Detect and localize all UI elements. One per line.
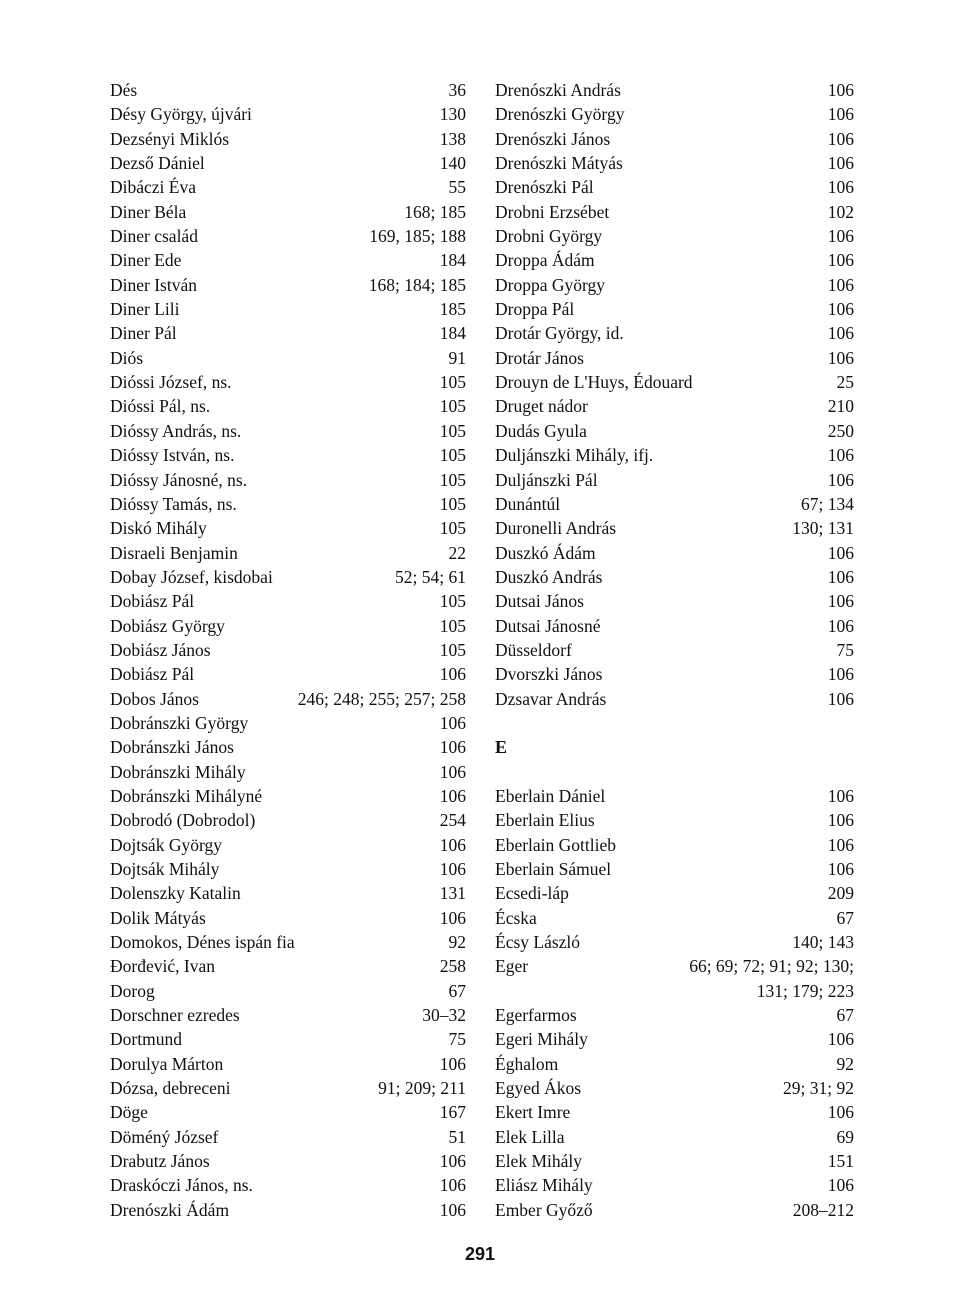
entry-name: Dobránszki János [110, 737, 234, 758]
entry-name: Dezső Dániel [110, 153, 205, 174]
entry-pages: 106 [827, 1102, 854, 1123]
entry-pages: 140 [439, 153, 466, 174]
index-entry [495, 175, 854, 199]
entry-name: Duljánszki Pál [495, 469, 598, 490]
entry-name: Dolik Mátyás [110, 907, 206, 928]
entry-name: Drotár János [495, 347, 584, 368]
entry-pages: 258 [439, 956, 466, 977]
index-entry [110, 711, 466, 735]
section-letter: E [495, 737, 508, 758]
entry-name: Désy György, újvári [110, 104, 252, 125]
index-entry [495, 346, 854, 370]
index-entry [110, 297, 466, 321]
entry-pages: 131 [439, 883, 466, 904]
index-entry [495, 102, 854, 126]
entry-pages: 105 [439, 518, 466, 539]
entry-name: Écska [495, 907, 537, 928]
entry-name: Dojtsák Mihály [110, 859, 220, 879]
entry-pages: 106 [439, 834, 466, 855]
entry-name: Dzsavar András [495, 688, 607, 709]
index-entry [495, 906, 854, 930]
entry-pages: 105 [439, 420, 466, 441]
entry-name: Duszkó Ádám [495, 542, 596, 563]
index-entry [110, 1125, 466, 1149]
entry-pages: 106 [827, 445, 854, 466]
index-entry [110, 273, 466, 297]
entry-name: Drenószki Pál [495, 177, 594, 198]
spacer [495, 711, 854, 735]
entry-name: Dióssy Jánosné, ns. [110, 469, 248, 490]
index-entry [110, 906, 466, 930]
entry-name: Ecsedi-láp [495, 883, 569, 904]
entry-name: Drenószki Mátyás [495, 153, 623, 174]
entry-pages: 106 [827, 177, 854, 198]
index-entry [495, 784, 854, 808]
entry-name: Dés [110, 80, 138, 100]
index-entry [495, 1198, 854, 1222]
index-entry [495, 662, 854, 686]
entry-name: Elek Mihály [495, 1151, 582, 1172]
entry-pages: 52; 54; 61 [395, 566, 466, 587]
entry-name: Duronelli András [495, 518, 617, 539]
entry-name: Dutsai Jánosné [495, 615, 601, 636]
index-column-left [110, 78, 466, 1222]
index-entry [495, 1100, 854, 1124]
entry-pages: 138 [439, 128, 466, 149]
entry-pages: 69 [836, 1126, 854, 1147]
entry-pages: 105 [439, 469, 466, 490]
entry-pages: 106 [827, 591, 854, 612]
entry-pages: 106 [439, 1175, 466, 1196]
index-entry [495, 565, 854, 589]
entry-name: Diner Lili [110, 299, 180, 320]
entry-name: Dióssi József, ns. [110, 372, 232, 393]
index-entry [495, 614, 854, 638]
entry-name: Dorschner ezredes [110, 1005, 240, 1026]
entry-name: Druget nádor [495, 396, 588, 417]
entry-name: Dobos János [110, 688, 199, 709]
entry-pages: 106 [439, 907, 466, 928]
index-entry [110, 808, 466, 832]
index-entry [495, 394, 854, 418]
entry-name: Egerfarmos [495, 1005, 577, 1026]
entry-name: Drabutz János [110, 1151, 210, 1172]
index-entry [110, 1052, 466, 1076]
entry-name: Diner Béla [110, 201, 187, 222]
index-entry [110, 614, 466, 638]
entry-pages: 105 [439, 372, 466, 393]
entry-pages: 29; 31; 92 [783, 1078, 854, 1099]
index-entry [495, 1052, 854, 1076]
index-entry [110, 979, 466, 1003]
entry-name: Dezsényi Miklós [110, 128, 230, 149]
entry-name: Drobni Erzsébet [495, 201, 610, 222]
entry-name: Dorulya Márton [110, 1053, 224, 1074]
entry-name: Đorđević, Ivan [110, 956, 215, 977]
entry-pages: 66; 69; 72; 91; 92; 130; [689, 956, 854, 977]
entry-pages: 185 [439, 299, 466, 320]
entry-name: Drenószki Ádám [110, 1199, 230, 1220]
index-entry [495, 541, 854, 565]
entry-name: Diner család [110, 226, 198, 247]
index-entry [110, 954, 466, 978]
entry-pages: 106 [827, 664, 854, 685]
index-entry [110, 662, 466, 686]
index-entry [110, 760, 466, 784]
index-entry [495, 468, 854, 492]
entry-name: Dobiász János [110, 639, 211, 660]
entry-name: Dobránszki Mihály [110, 761, 246, 782]
index-entry [110, 321, 466, 345]
entry-name: Drotár György, id. [495, 323, 624, 344]
entry-pages: 106 [827, 1175, 854, 1196]
entry-name: Egeri Mihály [495, 1029, 588, 1050]
index-entry [495, 833, 854, 857]
entry-name: Dunántúl [495, 493, 561, 514]
entry-pages: 106 [439, 1199, 466, 1220]
index-entry [110, 468, 466, 492]
entry-name: Duljánszki Mihály, ifj. [495, 445, 654, 466]
entry-pages: 106 [439, 737, 466, 758]
entry-pages: 130; 131 [792, 518, 854, 539]
entry-name: Drenószki János [495, 128, 611, 149]
entry-pages: 105 [439, 591, 466, 612]
index-entry [110, 1149, 466, 1173]
entry-pages: 106 [827, 566, 854, 587]
entry-pages: 106 [827, 859, 854, 879]
entry-name: Diós [110, 347, 144, 368]
entry-pages: 184 [439, 250, 466, 271]
index-entry [495, 492, 854, 516]
index-entry [495, 273, 854, 297]
entry-name: Droppa György [495, 274, 606, 295]
index-entry [495, 127, 854, 151]
entry-pages: 106 [827, 542, 854, 563]
entry-pages: 51 [448, 1126, 466, 1147]
entry-pages: 184 [439, 323, 466, 344]
index-entry [110, 1100, 466, 1124]
index-entry [495, 370, 854, 394]
entry-name: Düsseldorf [495, 639, 572, 660]
index-entry [110, 857, 466, 881]
entry-name: Dojtsák György [110, 834, 222, 855]
index-entry [110, 370, 466, 394]
entry-name: Dvorszki János [495, 664, 603, 685]
entry-pages: 105 [439, 615, 466, 636]
index-entry [495, 687, 854, 711]
entry-pages: 75 [448, 1029, 466, 1050]
entry-name: Drenószki György [495, 104, 625, 125]
entry-name: Écsy László [495, 932, 581, 953]
entry-name: Dobránszki György [110, 712, 249, 733]
index-entry [495, 1173, 854, 1197]
entry-pages: 106 [827, 104, 854, 125]
entry-name: Duszkó András [495, 566, 603, 587]
index-entry [495, 589, 854, 613]
index-entry [110, 1076, 466, 1100]
entry-name: Döméný József [110, 1126, 219, 1147]
entry-pages: 102 [827, 201, 854, 222]
index-entry [110, 175, 466, 199]
entry-pages: 22 [448, 542, 466, 563]
entry-pages: 167 [439, 1102, 466, 1123]
index-entry [495, 857, 854, 881]
index-entry [495, 808, 854, 832]
entry-name: Dióssy Tamás, ns. [110, 493, 237, 514]
entry-pages: 92 [448, 932, 466, 953]
index-entry [495, 930, 854, 954]
index-entry [495, 443, 854, 467]
entry-pages: 105 [439, 396, 466, 417]
entry-name: Dobiász Pál [110, 591, 195, 612]
entry-name: Dózsa, debreceni [110, 1078, 231, 1099]
index-entry [110, 248, 466, 272]
entry-pages: 106 [439, 859, 466, 879]
index-entry [110, 1173, 466, 1197]
index-entry [110, 419, 466, 443]
index-entry [110, 443, 466, 467]
index-entry [110, 833, 466, 857]
entry-pages: 106 [827, 347, 854, 368]
index-entry-continuation [495, 979, 854, 1003]
index-entry [110, 346, 466, 370]
entry-pages: 106 [827, 810, 854, 831]
index-entry [110, 1003, 466, 1027]
index-entry [495, 1149, 854, 1173]
entry-name: Diner Pál [110, 323, 177, 344]
entry-pages: 91 [448, 347, 466, 368]
index-entry [495, 1125, 854, 1149]
entry-name: Diskó Mihály [110, 518, 207, 539]
entry-pages: 250 [827, 420, 854, 441]
entry-name: Diner István [110, 274, 197, 295]
index-entry [110, 541, 466, 565]
entry-pages: 106 [827, 299, 854, 320]
entry-name: Eberlain Gottlieb [495, 834, 617, 855]
entry-pages: 254 [439, 810, 466, 831]
index-entry [495, 419, 854, 443]
entry-name: Eberlain Sámuel [495, 859, 612, 879]
entry-name: Ember Győző [495, 1199, 593, 1220]
entry-name: Drouyn de L'Huys, Édouard [495, 372, 693, 393]
entry-name: Dutsai János [495, 591, 584, 612]
entry-pages: 105 [439, 639, 466, 660]
index-entry [495, 78, 854, 102]
page-number: 291 [464, 1244, 496, 1264]
entry-pages: 106 [827, 785, 854, 806]
index-entry [495, 638, 854, 662]
index-entry [110, 881, 466, 905]
index-entry [110, 638, 466, 662]
entry-pages: 106 [827, 615, 854, 636]
index-entry [110, 565, 466, 589]
entry-pages: 106 [827, 274, 854, 295]
entry-pages: 92 [836, 1053, 854, 1074]
index-entry [495, 1027, 854, 1051]
entry-name: Dobránszki Mihályné [110, 785, 263, 806]
index-entry [110, 492, 466, 516]
entry-pages: 210 [827, 396, 854, 417]
entry-pages: 106 [827, 323, 854, 344]
entry-name: Dortmund [110, 1029, 182, 1050]
entry-name: Dióssy István, ns. [110, 445, 235, 466]
entry-pages: 106 [439, 761, 466, 782]
entry-name: Dolenszky Katalin [110, 883, 241, 904]
entry-pages: 168; 184; 185 [368, 274, 466, 295]
entry-name: Éghalom [495, 1053, 559, 1074]
index-entry [495, 516, 854, 540]
entry-pages: 106 [827, 834, 854, 855]
entry-pages: 106 [439, 712, 466, 733]
index-entry [110, 127, 466, 151]
index-entry [495, 1003, 854, 1027]
index-entry [495, 881, 854, 905]
entry-name: Draskóczi János, ns. [110, 1175, 253, 1196]
entry-pages: 25 [836, 372, 854, 393]
entry-name: Döge [110, 1102, 148, 1123]
entry-pages: 208–212 [792, 1199, 854, 1220]
entry-name: Egyed Ákos [495, 1078, 582, 1099]
entry-pages: 67 [448, 980, 466, 1001]
entry-name: Eger [495, 956, 529, 977]
entry-pages: 36 [448, 80, 466, 100]
index-column-right [495, 78, 854, 1222]
index-entry [495, 200, 854, 224]
index-entry [495, 248, 854, 272]
entry-name: Droppa Ádám [495, 250, 595, 271]
index-entry [110, 102, 466, 126]
entry-name: Domokos, Dénes ispán fia [110, 932, 295, 953]
index-entry [110, 224, 466, 248]
entry-name: Elek Lilla [495, 1126, 565, 1147]
entry-pages: 106 [827, 80, 854, 100]
entry-name: Dobiász György [110, 615, 225, 636]
index-entry [110, 200, 466, 224]
index-entry [110, 589, 466, 613]
index-entry [110, 394, 466, 418]
entry-pages: 106 [439, 1053, 466, 1074]
index-entry [110, 735, 466, 759]
entry-name: Dióssi Pál, ns. [110, 396, 211, 417]
entry-pages: 106 [439, 664, 466, 685]
entry-name: Dobiász Pál [110, 664, 195, 685]
entry-pages: 67; 134 [801, 493, 854, 514]
index-entry [110, 687, 466, 711]
index-entry [495, 297, 854, 321]
entry-pages: 106 [827, 153, 854, 174]
section-heading [495, 735, 854, 759]
entry-pages: 246; 248; 255; 257; 258 [297, 688, 466, 709]
entry-pages: 75 [836, 639, 854, 660]
index-entry [110, 516, 466, 540]
entry-name: Dibáczi Éva [110, 177, 196, 198]
entry-name: Diner Ede [110, 250, 182, 271]
entry-pages: 106 [827, 688, 854, 709]
index-entry [495, 1076, 854, 1100]
index-entry [110, 784, 466, 808]
entry-pages: 169, 185; 188 [369, 226, 466, 247]
entry-pages: 55 [448, 177, 466, 198]
entry-pages: 106 [827, 226, 854, 247]
entry-name: Dorog [110, 980, 155, 1001]
entry-pages: 105 [439, 493, 466, 514]
entry-pages: 30–32 [422, 1005, 466, 1026]
entry-name: Dióssy András, ns. [110, 420, 242, 441]
entry-pages: 209 [827, 883, 854, 904]
entry-pages: 106 [827, 469, 854, 490]
entry-pages: 106 [439, 785, 466, 806]
entry-pages: 106 [827, 250, 854, 271]
entry-pages: 105 [439, 445, 466, 466]
entry-name: Ekert Imre [495, 1102, 571, 1123]
entry-name: Dobrodó (Dobrodol) [110, 810, 256, 831]
entry-pages: 67 [836, 1005, 854, 1026]
entry-pages: 106 [827, 1029, 854, 1050]
index-entry [110, 78, 466, 102]
entry-pages: 131; 179; 223 [756, 980, 854, 1001]
entry-name: Eliász Mihály [495, 1175, 593, 1196]
entry-name: Drenószki András [495, 80, 621, 100]
index-entry [495, 224, 854, 248]
entry-name: Disraeli Benjamin [110, 542, 238, 563]
entry-name: Droppa Pál [495, 299, 575, 320]
entry-name: Dudás Gyula [495, 420, 587, 441]
entry-name: Eberlain Elius [495, 810, 595, 831]
entry-name: Drobni György [495, 226, 603, 247]
entry-name: Dobay József, kisdobai [110, 566, 273, 587]
entry-name: Eberlain Dániel [495, 785, 606, 806]
spacer [495, 760, 854, 784]
entry-pages: 130 [439, 104, 466, 125]
entry-pages: 106 [827, 128, 854, 149]
index-entry [110, 1198, 466, 1222]
entry-pages: 151 [827, 1151, 854, 1172]
entry-pages: 168; 185 [404, 201, 466, 222]
entry-pages: 140; 143 [792, 932, 854, 953]
entry-pages: 106 [439, 1151, 466, 1172]
index-entry [495, 151, 854, 175]
entry-pages: 91; 209; 211 [378, 1078, 466, 1099]
index-entry [110, 151, 466, 175]
index-entry [110, 930, 466, 954]
index-entry [495, 954, 854, 978]
index-entry [495, 321, 854, 345]
entry-pages: 67 [836, 907, 854, 928]
index-entry [110, 1027, 466, 1051]
